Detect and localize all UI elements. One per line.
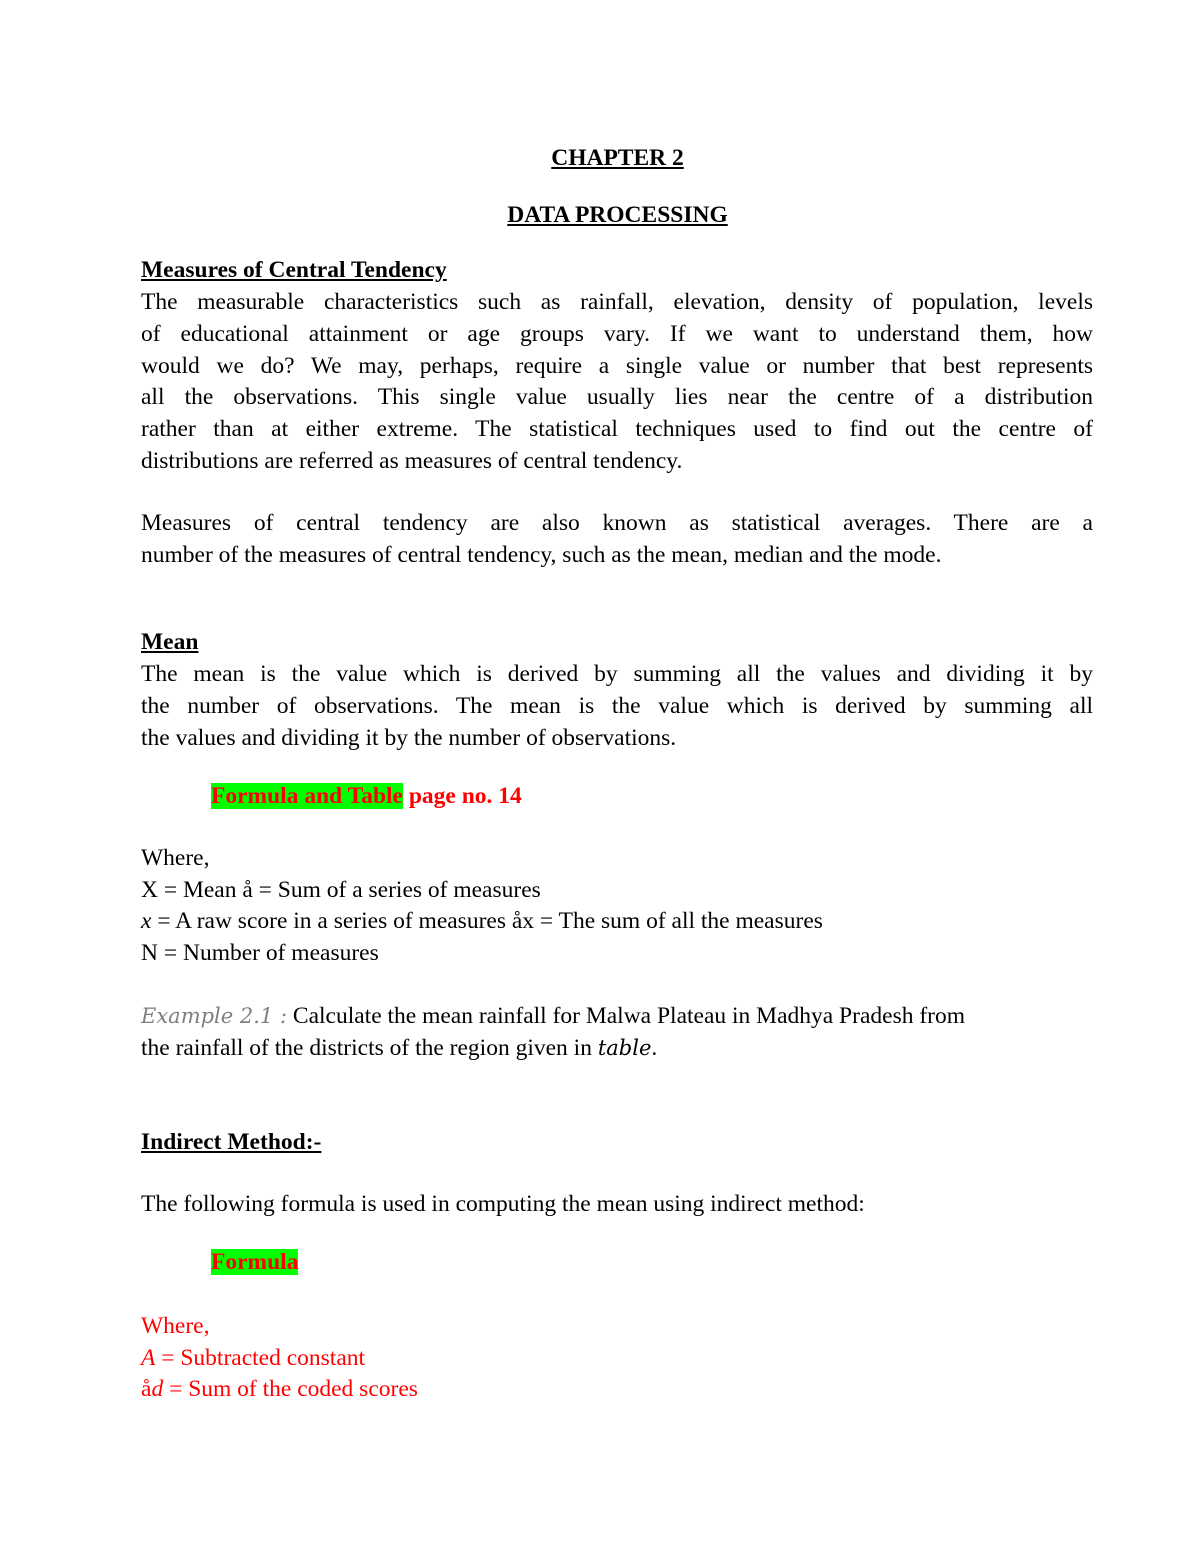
text-line: the number of observations. The mean is the value which is derived by summing all <box>141 692 1093 719</box>
text-line: The mean is the value which is derived by summing all the values and dividing it by <box>141 661 1093 687</box>
text-line: all the observations. This single value usually lies near the centre of a distribution <box>141 384 1093 411</box>
indirect-definition-1 <box>141 1343 1093 1375</box>
example-label: Example 2.1 : <box>141 1004 288 1028</box>
text-line: would we do? We may, perhaps, require a single value or number that best represents <box>141 352 1093 379</box>
formula-reference <box>211 781 1011 813</box>
text-line: rather than at either extreme. The statistical techniques used to find out the centre of <box>141 416 1093 443</box>
chapter-title: CHAPTER 2 <box>551 145 684 171</box>
symbol-x: x <box>141 908 152 934</box>
mean-where-label: Where, <box>141 845 210 871</box>
indirect-formula <box>211 1247 611 1279</box>
text-line: The measurable characteristics such as rainfall, elevation, density of population, levels <box>141 289 1093 315</box>
example-text: the rainfall of the districts of the region given in <box>141 1034 598 1061</box>
mean-heading: Mean <box>141 629 199 655</box>
example-end: . <box>651 1034 658 1061</box>
text-line: distributions are referred as measures of central tendency. <box>141 447 683 474</box>
formula-page-ref: page no. 14 <box>402 783 522 809</box>
definition-text: = Sum of the coded scores <box>163 1376 418 1402</box>
text-line: the values and dividing it by the number of observations. <box>141 724 677 751</box>
indirect-definition-2 <box>141 1374 1093 1406</box>
symbol-d: d <box>151 1376 164 1402</box>
sum-symbol: å <box>141 1376 152 1402</box>
formula-highlight: Formula and Table <box>211 783 403 809</box>
central-tendency-heading: Measures of Central Tendency <box>141 257 447 283</box>
example-table-word: table <box>597 1035 652 1060</box>
section-title: DATA PROCESSING <box>507 202 728 228</box>
mean-definition-1: X = Mean å = Sum of a series of measures <box>141 877 541 903</box>
central-tendency-paragraph-2 <box>141 508 1093 572</box>
indirect-method-intro: The following formula is used in computing the mean using indirect method: <box>141 1191 865 1217</box>
mean-definition-3: N = Number of measures <box>141 940 379 966</box>
mean-definition-2 <box>141 906 1093 938</box>
indirect-formula-highlight: Formula <box>211 1249 299 1275</box>
definition-text: = A raw score in a series of measures åx = The sum of all the measures <box>151 908 823 934</box>
indirect-where-label: Where, <box>141 1313 210 1339</box>
text-line: of educational attainment or age groups vary. If we want to understand them, how <box>141 320 1093 347</box>
mean-paragraph <box>141 659 1093 754</box>
central-tendency-paragraph-1 <box>141 287 1093 478</box>
indirect-method-heading: Indirect Method:- <box>141 1129 322 1155</box>
definition-text: = Subtracted constant <box>155 1345 366 1371</box>
example-2-1 <box>141 1001 1093 1065</box>
text-line: number of the measures of central tendency, such as the mean, median and the mode. <box>141 541 942 568</box>
text-line: Measures of central tendency are also known as statistical averages. There are a <box>141 510 1093 536</box>
symbol-a: A <box>141 1345 156 1371</box>
example-text: Calculate the mean rainfall for Malwa Plateau in Madhya Pradesh from <box>287 1003 966 1029</box>
